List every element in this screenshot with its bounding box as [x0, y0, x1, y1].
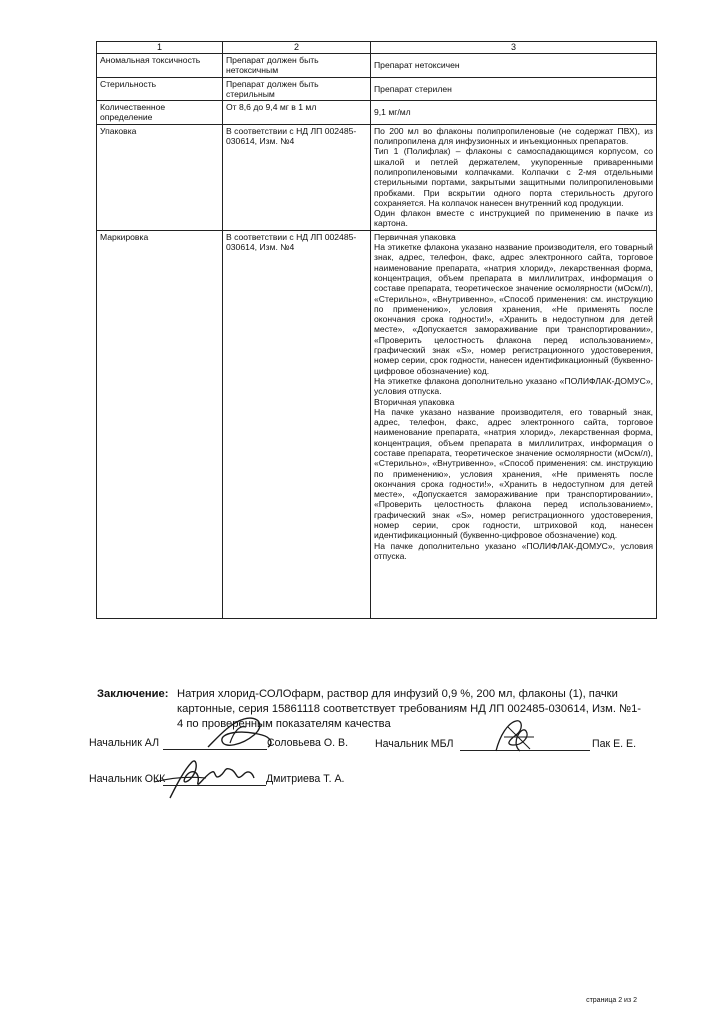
column-header: 2: [223, 42, 371, 54]
mbl-title: Начальник МБЛ: [375, 738, 454, 750]
okk-name: Дмитриева Т. А.: [266, 773, 345, 785]
okk-title: Начальник ОКК: [89, 773, 166, 785]
table-row: [97, 230, 657, 618]
column-header: 1: [97, 42, 223, 54]
norm-cell: В соответствии с НД ЛП 002485-030614, Изм. №4: [223, 124, 371, 230]
page-number: страница 2 из 2: [586, 997, 637, 1004]
norm-cell: В соответствии с НД ЛП 002485-030614, Изм. №4: [223, 230, 371, 618]
okk-signature: [150, 752, 265, 804]
al-title: Начальник АЛ: [89, 737, 160, 749]
result-cell: [371, 124, 657, 230]
labeling-text: Первичная упаковка На этикетке флакона указано название производителя, его товарный знак, адрес, телефон, факс, адрес электронного сайта, торговое наименование препарата, «натрия хлорид», лекарственная форма, концентрация, объем препарата в миллилитрах, информация о составе препарата, теоретическое значение осмолярности (мОсм/л), «Стерильно», «Внутривенно», «Способ применения: см. инструкцию по применению», условия хранения, «Не применять после окончания срока годности!», «Хранить в недоступном для детей месте», «Допускается замораживание при транспортировании», «Проверить целостность флакона перед использованием», графический знак «S», номер регистрационного удостоверения, номер серии, срок годности, нанесен идентификационный (буквенно-цифровое обозначение) код. На этикетке флакона дополнительно указано «ПОЛИФЛАК-ДОМУС», условия отпуска. Вторичная упаковка На пачке указано название производителя, его товарный знак, адрес, телефон, факс, адрес электронного сайта, торговое наименование препарата, «натрия хлорид», лекарственная форма, концентрация, объем препарата в миллилитрах, информация о составе препарата, теоретическое значение осмолярности (мОсм/л), «Стерильно», «Внутривенно», «Способ применения: см. инструкцию по применению», условия хранения, «Не применять после окончания срока годности!», «Хранить в недоступном для детей месте», «Допускается замораживание при транспортировании», «Проверить целостность флакона перед использованием», графический знак «S», номер регистрационного удостоверения, номер серии, срок годности, штриховой код, нанесен идентификационный (буквенно-цифровое обозначение) код. На пачке дополнительно указано «ПОЛИФЛАК-ДОМУС», условия отпуска.: [374, 231, 653, 561]
norm-cell: От 8,6 до 9,4 мг в 1 мл: [223, 101, 371, 125]
norm-cell: Препарат должен быть нетоксичным: [223, 54, 371, 78]
mbl-signature: [490, 715, 540, 757]
al-signature: [200, 713, 280, 757]
result-cell: 9,1 мг/мл: [371, 101, 657, 125]
al-name: Соловьева О. В.: [267, 737, 349, 749]
result-cell: Препарат нетоксичен: [371, 54, 657, 78]
mbl-name: Пак Е. Е.: [592, 738, 637, 750]
conclusion-label: Заключение:: [97, 688, 169, 700]
param-cell: Упаковка: [97, 124, 223, 230]
param-cell: Маркировка: [97, 230, 223, 618]
packaging-text: По 200 мл во флаконы полипропиленовые (не содержат ПВХ), из полипропилена для инфузионных и инъекционных препаратов. Тип 1 (Полифлак) – флаконы с самоспадающимся корпусом, со шкалой и петлей держателем, укупоренные приваренными полипропиленовыми колпачками. Колпачки с 2-мя отдельными стерильными портами, закрытыми защитными полипропиленовыми пробками. При вскрытии одного порта стерильность другого сохраняется. На колпачок нанесен внутренний код продукции. Один флакон вместе с инструкцией по применению в пачке из картона.: [374, 125, 653, 229]
column-header: 3: [371, 42, 657, 54]
param-cell: Аномальная токсичность: [97, 54, 223, 78]
result-cell: [371, 230, 657, 618]
conclusion-text: Натрия хлорид-СОЛОфарм, раствор для инфузий 0,9 %, 200 мл, флаконы (1), пачки картонные, серия 15861118 соответствует требованиям НД ЛП 002485-030614, Изм. №1-4 по проверенным показателям качества: [177, 688, 642, 730]
norm-cell: Препарат должен быть стерильным: [223, 77, 371, 101]
table-row: [97, 54, 657, 78]
table-header-row: [97, 42, 657, 54]
quality-table: [96, 41, 657, 619]
result-cell: Препарат стерилен: [371, 77, 657, 101]
param-cell: Стерильность: [97, 77, 223, 101]
table-row: [97, 101, 657, 125]
param-cell: Количественное определение: [97, 101, 223, 125]
table-row: [97, 124, 657, 230]
table-row: [97, 77, 657, 101]
